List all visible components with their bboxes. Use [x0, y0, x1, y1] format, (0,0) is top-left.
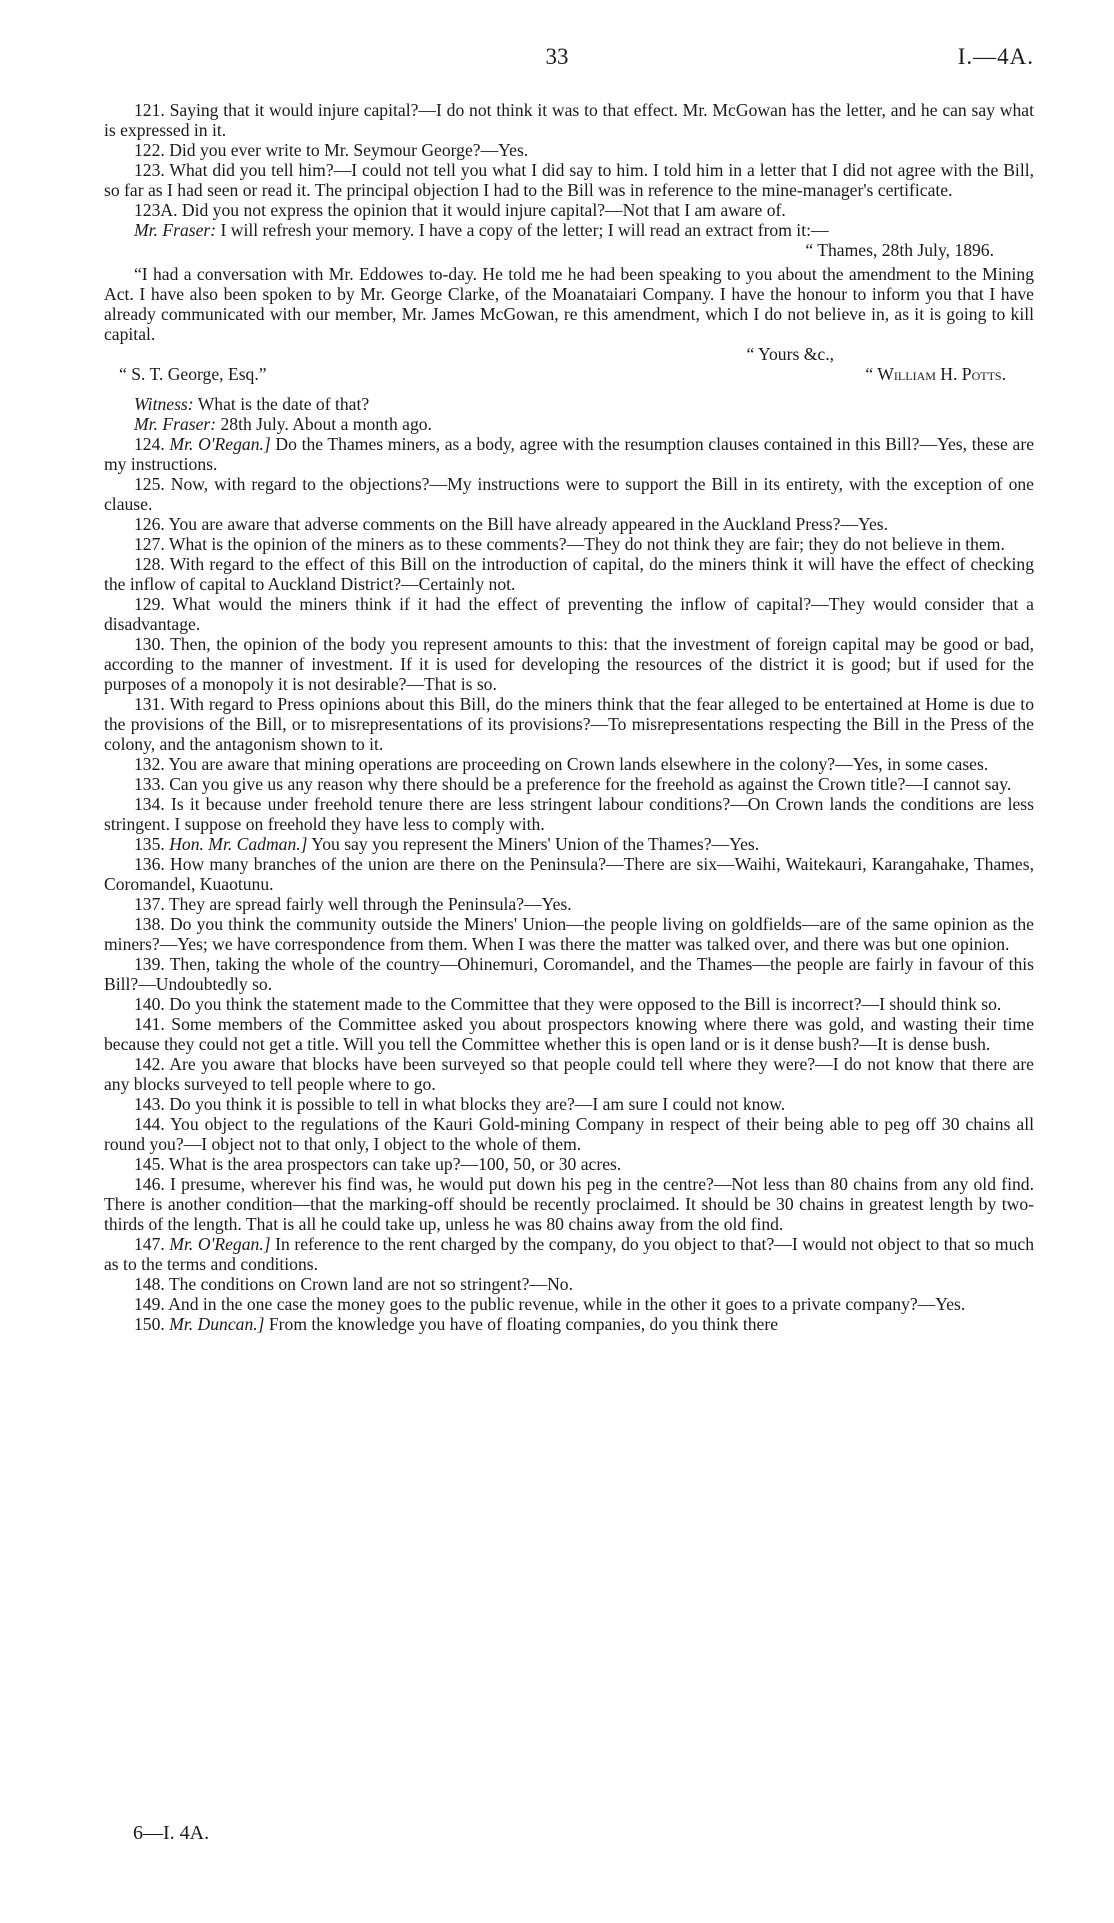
letter-body: “I had a conversation with Mr. Eddowes to-day. He told me he had been speaking to you about the amendment to the Mining Act. I have also been spoken to by Mr. George Clarke, of the Moanataiari Company. I have the honour to inform you that I have already communicated with our member, Mr. James McGowan, re this amendment, which I do not believe in, as it is going to kill capital. [104, 264, 1034, 344]
evidence-paragraph [104, 594, 1034, 634]
paragraph-text: What is the date of that? [193, 394, 370, 414]
paragraph-text: You say you represent the Miners' Union of the Thames?—Yes. [307, 834, 760, 854]
evidence-paragraph [104, 854, 1034, 894]
paragraph-text: 143. Do you think it is possible to tell in what blocks they are?—I am sure I could not know. [134, 1094, 786, 1114]
paragraph-text: 137. They are spread fairly well through the Peninsula?—Yes. [134, 894, 572, 914]
paragraph-text: 128. With regard to the effect of this Bill on the introduction of capital, do the miners think it will have the effect of checking the inflow of capital to Auckland District?—Certainly not. [104, 554, 1034, 594]
page-header [0, 44, 1114, 74]
question-number: 124. [134, 434, 165, 454]
evidence-paragraph [104, 894, 1034, 914]
document-reference: I.—4A. [957, 44, 1034, 69]
paragraph-text: 129. What would the miners think if it had the effect of preventing the inflow of capital?—They would consider that a disadvantage. [104, 594, 1034, 634]
letter-addressee: “ S. T. George, Esq.” [119, 364, 267, 384]
paragraph-text: 28th July. About a month ago. [216, 414, 432, 434]
evidence-paragraph [104, 1094, 1034, 1114]
speaker-name: Mr. Duncan.] [169, 1314, 265, 1334]
paragraph-text: 146. I presume, wherever his find was, he would put down his peg in the centre?—Not less than 80 chains from any old find. There is another condition—that the marking-off should be recently proclaimed. It should be 30 chains in greatest length by two-thirds of the length. That is all he could take up, unless he was 80 chains away from the old find. [104, 1174, 1034, 1234]
evidence-paragraph [104, 414, 1034, 434]
evidence-paragraph [104, 994, 1034, 1014]
evidence-paragraph [104, 794, 1034, 834]
evidence-paragraph [104, 1314, 1034, 1334]
paragraph-text: 149. And in the one case the money goes to the public revenue, while in the other it goes to a private company?—Yes. [134, 1294, 966, 1314]
speaker-name: Mr. O'Regan.] [169, 434, 271, 454]
evidence-paragraph [104, 1114, 1034, 1154]
speaker-name: Mr. O'Regan.] [169, 1234, 271, 1254]
letter-dateline: “ Thames, 28th July, 1896. [805, 240, 994, 260]
evidence-paragraph [104, 140, 1034, 160]
quoted-letter [104, 240, 1034, 384]
evidence-paragraph [104, 200, 1034, 220]
page-number: 33 [545, 44, 569, 69]
evidence-paragraph [104, 754, 1034, 774]
evidence-paragraph [104, 1054, 1034, 1094]
paragraph-text: 144. You object to the regulations of the Kauri Gold-mining Company in respect of their being able to peg off 30 chains all round you?—I object not to that only, I object to the whole of them. [104, 1114, 1034, 1154]
paragraph-text: 138. Do you think the community outside the Miners' Union—the people living on goldfields—are of the same opinion as the miners?—Yes; we have correspondence from them. When I was there the matter was talked over, and there was but one opinion. [104, 914, 1034, 954]
evidence-paragraph [104, 220, 1034, 240]
evidence-paragraph [104, 694, 1034, 754]
paragraph-text: 145. What is the area prospectors can take up?—100, 50, or 30 acres. [134, 1154, 622, 1174]
evidence-paragraph [104, 534, 1034, 554]
paragraph-text: 140. Do you think the statement made to the Committee that they were opposed to the Bill is incorrect?—I should think so. [134, 994, 1002, 1014]
evidence-paragraphs-1 [104, 100, 1034, 240]
speaker-name: Hon. Mr. Cadman.] [169, 834, 308, 854]
paragraph-text: 125. Now, with regard to the objections?—My instructions were to support the Bill in its entirety, with the exception of one clause. [104, 474, 1034, 514]
evidence-paragraph [104, 774, 1034, 794]
paragraph-text: 123A. Did you not express the opinion that it would injure capital?—Not that I am aware of. [134, 200, 786, 220]
question-number: 135. [134, 834, 165, 854]
evidence-paragraph [104, 474, 1034, 514]
evidence-paragraph [104, 1274, 1034, 1294]
evidence-paragraph [104, 100, 1034, 140]
paragraph-text: 122. Did you ever write to Mr. Seymour George?—Yes. [134, 140, 529, 160]
letter-closing: “ Yours &c., [746, 344, 834, 364]
paragraph-text: 127. What is the opinion of the miners as to these comments?—They do not think they are fair; they do not believe in them. [134, 534, 1005, 554]
paragraph-text: 142. Are you aware that blocks have been surveyed so that people could tell where they were?—I do not know that there are any blocks surveyed to tell people where to go. [104, 1054, 1034, 1094]
paragraph-text: 132. You are aware that mining operations are proceeding on Crown lands elsewhere in the colony?—Yes, in some cases. [134, 754, 989, 774]
letter-signature: “ William H. Potts. [865, 364, 1006, 384]
evidence-paragraph [104, 514, 1034, 534]
evidence-paragraph [104, 634, 1034, 694]
paragraph-text: In reference to the rent charged by the company, do you object to that?—I would not object to that so much as to the terms and conditions. [104, 1234, 1034, 1274]
document-body [104, 100, 1034, 1334]
speaker-name: Witness: [134, 394, 194, 414]
evidence-paragraph [104, 954, 1034, 994]
evidence-paragraph [104, 394, 1034, 414]
paragraph-text: 123. What did you tell him?—I could not tell you what I did say to him. I told him in a letter that I did not agree with the Bill, so far as I had seen or read it. The principal objection I had to the Bill was in reference to the mine-manager's certificate. [104, 160, 1034, 200]
speaker-name: Mr. Fraser: [134, 414, 217, 434]
evidence-paragraph [104, 1294, 1034, 1314]
paragraph-text: From the knowledge you have of floating companies, do you think there [264, 1314, 779, 1334]
paragraph-text: 139. Then, taking the whole of the country—Ohinemuri, Coromandel, and the Thames—the people are fairly in favour of this Bill?—Undoubtedly so. [104, 954, 1034, 994]
paragraph-text: 131. With regard to Press opinions about this Bill, do the miners think that the fear alleged to be entertained at Home is due to the provisions of the Bill, or to misrepresentations of its provisions?—To misrepresentations respecting the Bill in the Press of the colony, and the antagonism shown to it. [104, 694, 1034, 754]
paragraph-text: 126. You are aware that adverse comments on the Bill have already appeared in the Auckland Press?—Yes. [134, 514, 889, 534]
paragraph-text: Do the Thames miners, as a body, agree with the resumption clauses contained in this Bill?—Yes, these are my instructions. [104, 434, 1034, 474]
evidence-paragraph [104, 1154, 1034, 1174]
evidence-paragraph [104, 834, 1034, 854]
evidence-paragraph [104, 1234, 1034, 1274]
page-footer: 6—I. 4A. [133, 1822, 210, 1844]
paragraph-text: 148. The conditions on Crown land are not so stringent?—No. [134, 1274, 573, 1294]
question-number: 150. [134, 1314, 165, 1334]
paragraph-text: 133. Can you give us any reason why there should be a preference for the freehold as against the Crown title?—I cannot say. [134, 774, 1012, 794]
evidence-paragraph [104, 554, 1034, 594]
evidence-paragraph [104, 434, 1034, 474]
paragraph-text: I will refresh your memory. I have a copy of the letter; I will read an extract from it:— [216, 220, 829, 240]
evidence-paragraph [104, 1174, 1034, 1234]
paragraph-text: 141. Some members of the Committee asked you about prospectors knowing where there was gold, and wasting their time because they could not get a title. Will you tell the Committee whether this is open land or is it dense bush?—It is dense bush. [104, 1014, 1034, 1054]
paragraph-text: 136. How many branches of the union are there on the Peninsula?—There are six—Waihi, Waitekauri, Karangahake, Thames, Coromandel, Kuaotunu. [104, 854, 1034, 894]
letter-signoff [104, 364, 1034, 384]
paragraph-text: 134. Is it because under freehold tenure there are less stringent labour conditions?—On Crown lands the conditions are less stringent. I suppose on freehold they have less to comply with. [104, 794, 1034, 834]
question-number: 147. [134, 1234, 165, 1254]
evidence-paragraph [104, 1014, 1034, 1054]
paragraph-text: 121. Saying that it would injure capital?—I do not think it was to that effect. Mr. McGowan has the letter, and he can say what is expressed in it. [104, 100, 1034, 140]
evidence-paragraph [104, 160, 1034, 200]
speaker-name: Mr. Fraser: [134, 220, 217, 240]
evidence-paragraph [104, 914, 1034, 954]
evidence-paragraphs-2 [104, 394, 1034, 1334]
paragraph-text: 130. Then, the opinion of the body you represent amounts to this: that the investment of foreign capital may be good or bad, according to the manner of investment. If it is used for developing the resources of the district it is good; but if used for the purposes of a monopoly it is not desirable?—That is so. [104, 634, 1034, 694]
